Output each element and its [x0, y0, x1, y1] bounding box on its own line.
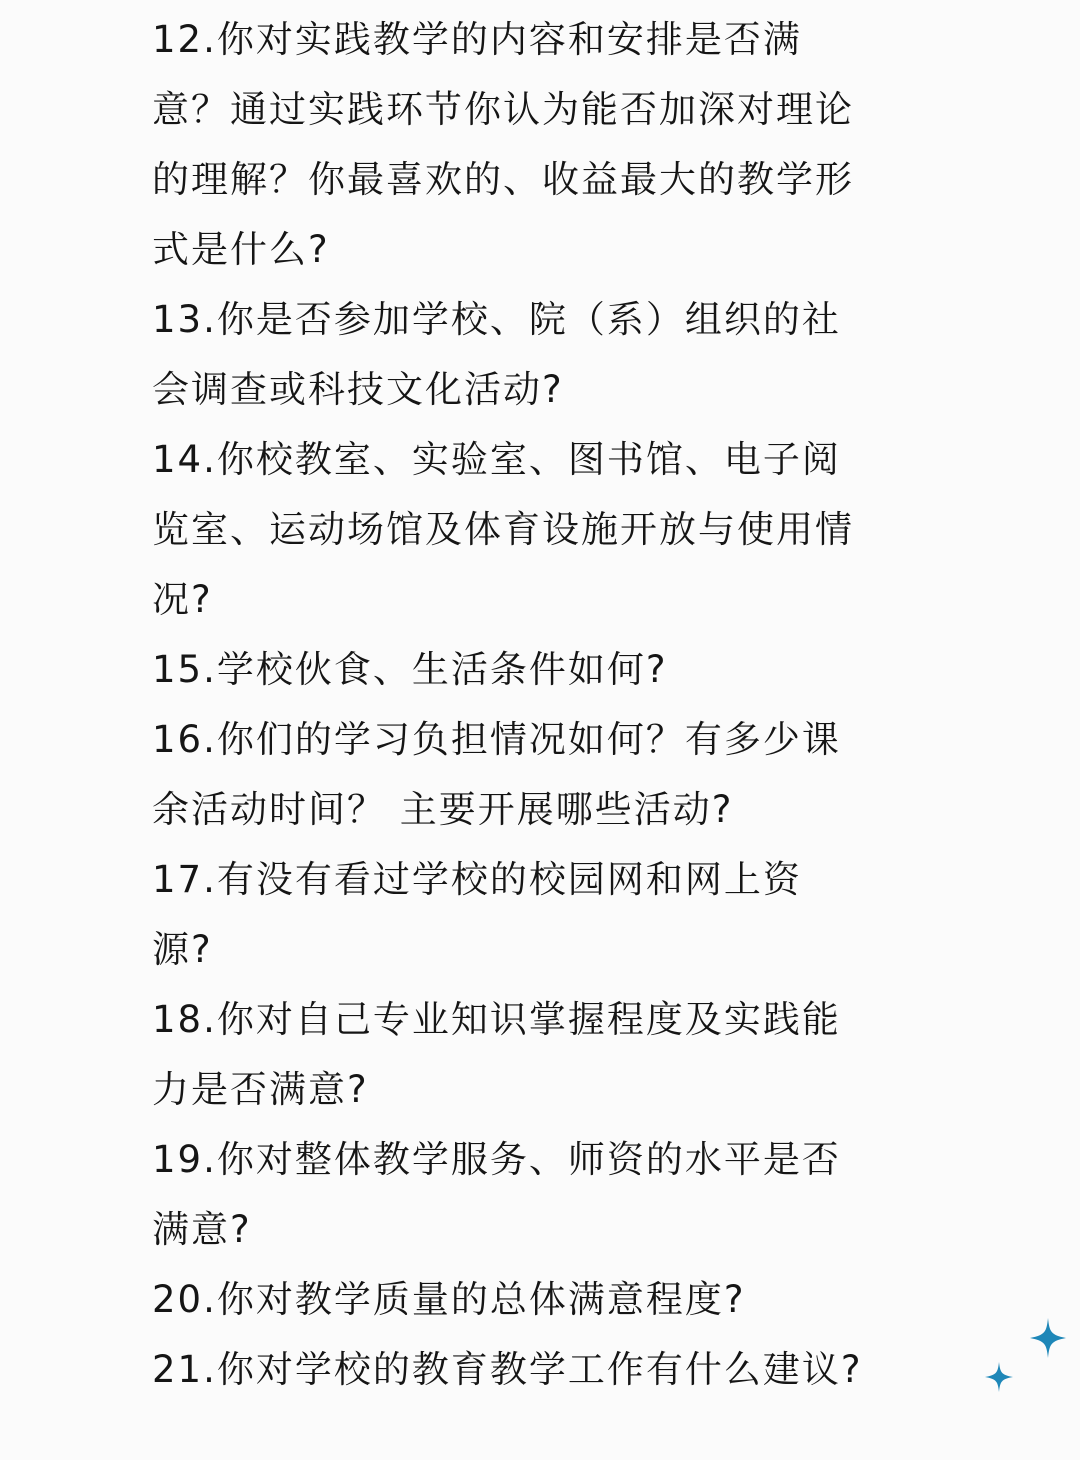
- question-16-line-1: 16.你们的学习负担情况如何？有多少课: [152, 718, 841, 761]
- question-17-line-1: 17.有没有看过学校的校园网和网上资: [152, 858, 802, 901]
- question-21-line-1: 21.你对学校的教育教学工作有什么建议?: [152, 1348, 863, 1391]
- question-12-line-3: 的理解？你最喜欢的、收益最大的教学形: [152, 158, 854, 201]
- question-18-line-2: 力是否满意?: [152, 1068, 369, 1111]
- question-13-line-2: 会调查或科技文化活动?: [152, 368, 564, 411]
- question-13-line-1: 13.你是否参加学校、院（系）组织的社: [152, 298, 841, 341]
- question-20-line-1: 20.你对教学质量的总体满意程度?: [152, 1278, 746, 1321]
- question-14-line-3: 况?: [152, 578, 213, 621]
- question-14-line-1: 14.你校教室、实验室、图书馆、电子阅: [152, 438, 841, 481]
- question-18-line-1: 18.你对自己专业知识掌握程度及实践能: [152, 998, 841, 1041]
- question-19-line-1: 19.你对整体教学服务、师资的水平是否: [152, 1138, 841, 1181]
- question-list: [152, 5, 942, 1405]
- sparkle-icon: [985, 1362, 1013, 1392]
- question-15-line-1: 15.学校伙食、生活条件如何?: [152, 648, 668, 691]
- question-17-line-2: 源?: [152, 928, 213, 971]
- question-12-line-1: 12.你对实践教学的内容和安排是否满: [152, 18, 802, 61]
- question-14-line-2: 览室、运动场馆及体育设施开放与使用情: [152, 508, 854, 551]
- sparkle-icon: [1030, 1318, 1066, 1358]
- question-16-line-2: 余活动时间？ 主要开展哪些活动?: [152, 788, 734, 831]
- question-12-line-4: 式是什么?: [152, 228, 330, 271]
- question-12-line-2: 意？通过实践环节你认为能否加深对理论: [152, 88, 854, 131]
- question-19-line-2: 满意?: [152, 1208, 252, 1251]
